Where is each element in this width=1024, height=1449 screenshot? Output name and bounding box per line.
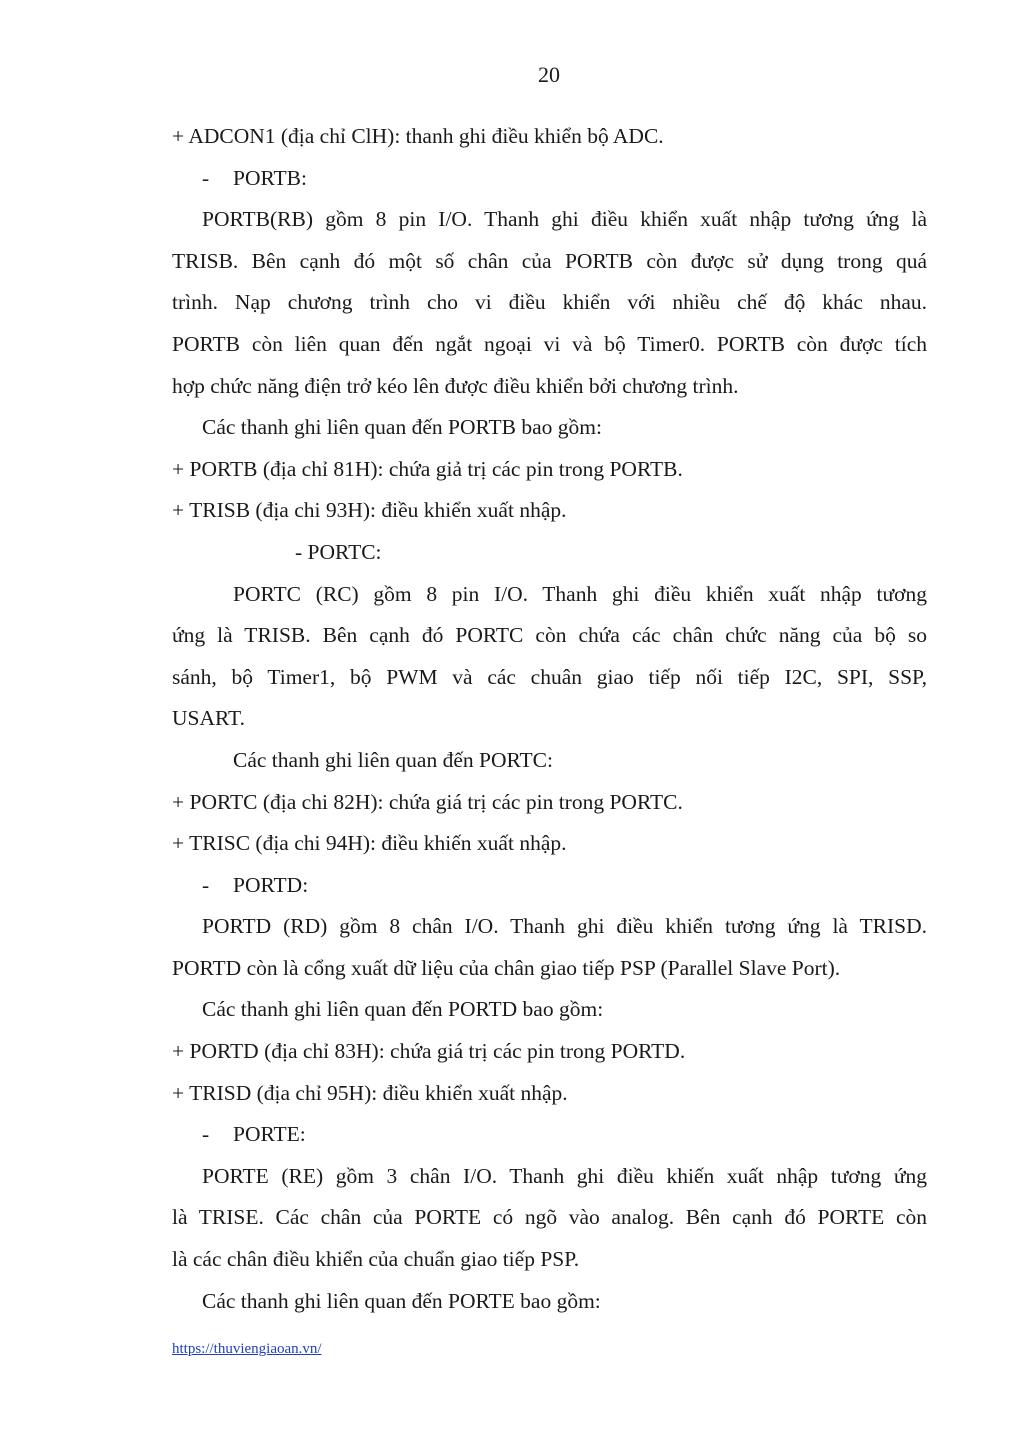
heading-text: PORTD: [233, 872, 309, 897]
paragraph-line: sánh, bộ Timer1, bộ PWM và các chuân giao tiếp nối tiếp I2C, SPI, SSP, [172, 664, 927, 689]
paragraph-line: Các thanh ghi liên quan đến PORTB bao gồm: [202, 415, 602, 440]
document-body [172, 116, 927, 1322]
paragraph-line: hợp chức năng điện trở kéo lên được điều khiển bởi chương trình. [172, 373, 739, 398]
paragraph-line: ứng là TRISB. Bên cạnh đó PORTC còn chứa các chân chức năng của bộ so [172, 623, 927, 648]
register-line: + TRISB (địa chi 93H): điều khiển xuất nhập. [172, 498, 567, 523]
text-line-adcon1: + ADCON1 (địa chỉ ClH): thanh ghi điều khiển bộ ADC. [172, 124, 664, 148]
section-heading-porte [172, 1114, 927, 1156]
section-heading-portc: - PORTC: [295, 539, 382, 564]
register-line: + PORTC (địa chi 82H): chứa giá trị các pin trong PORTC. [172, 789, 683, 814]
paragraph-line: PORTC (RC) gồm 8 pin I/O. Thanh ghi điều khiển xuất nhập tương [233, 581, 927, 606]
list-dash: - [202, 872, 210, 897]
list-dash: - [202, 1122, 210, 1147]
paragraph-line: là các chân điều khiển của chuẩn giao tiếp PSP. [172, 1247, 580, 1272]
register-line: + TRISD (địa chỉ 95H): điều khiển xuất nhập. [172, 1080, 568, 1105]
section-heading-portb [172, 158, 927, 200]
paragraph-line: PORTB còn liên quan đến ngắt ngoại vi và bộ Timer0. PORTB còn được tích [172, 331, 927, 356]
paragraph-line: TRISB. Bên cạnh đó một số chân của PORTB còn được sử dụng trong quá [172, 248, 927, 273]
paragraph-line: Các thanh ghi liên quan đến PORTE bao gồm: [202, 1288, 601, 1313]
paragraph-line: trình. Nạp chương trình cho vi điều khiển với nhiều chế độ khác nhau. [172, 290, 927, 315]
section-heading-portd [172, 865, 927, 907]
heading-text: PORTE: [233, 1122, 306, 1147]
heading-text: PORTB: [233, 165, 307, 190]
paragraph-line: là TRISE. Các chân của PORTE có ngõ vào analog. Bên cạnh đó PORTE còn [172, 1205, 927, 1230]
paragraph-line: PORTD còn là cổng xuất dữ liệu của chân giao tiếp PSP (Parallel Slave Port). [172, 955, 841, 980]
paragraph-line: PORTB(RB) gồm 8 pin I/O. Thanh ghi điều khiển xuất nhập tương ứng là [202, 207, 927, 232]
paragraph-line: USART. [172, 706, 245, 731]
list-dash: - [202, 165, 210, 190]
register-line: + TRISC (địa chi 94H): điều khiến xuất nhập. [172, 831, 567, 856]
page-number: 20 [538, 62, 560, 87]
paragraph-line: PORTE (RE) gồm 3 chân I/O. Thanh ghi điều khiến xuất nhập tương ứng [202, 1163, 927, 1188]
paragraph-line: Các thanh ghi liên quan đến PORTD bao gồm: [202, 997, 604, 1022]
register-line: + PORTB (địa chỉ 81H): chứa giả trị các pin trong PORTB. [172, 456, 683, 481]
register-line: + PORTD (địa chỉ 83H): chứa giá trị các pin trong PORTD. [172, 1039, 686, 1064]
footer-link[interactable]: https://thuviengiaoan.vn/ [172, 1341, 322, 1357]
paragraph-line: PORTD (RD) gồm 8 chân I/O. Thanh ghi điều khiển tương ứng là TRISD. [202, 914, 927, 939]
paragraph-line: Các thanh ghi liên quan đến PORTC: [233, 747, 553, 772]
